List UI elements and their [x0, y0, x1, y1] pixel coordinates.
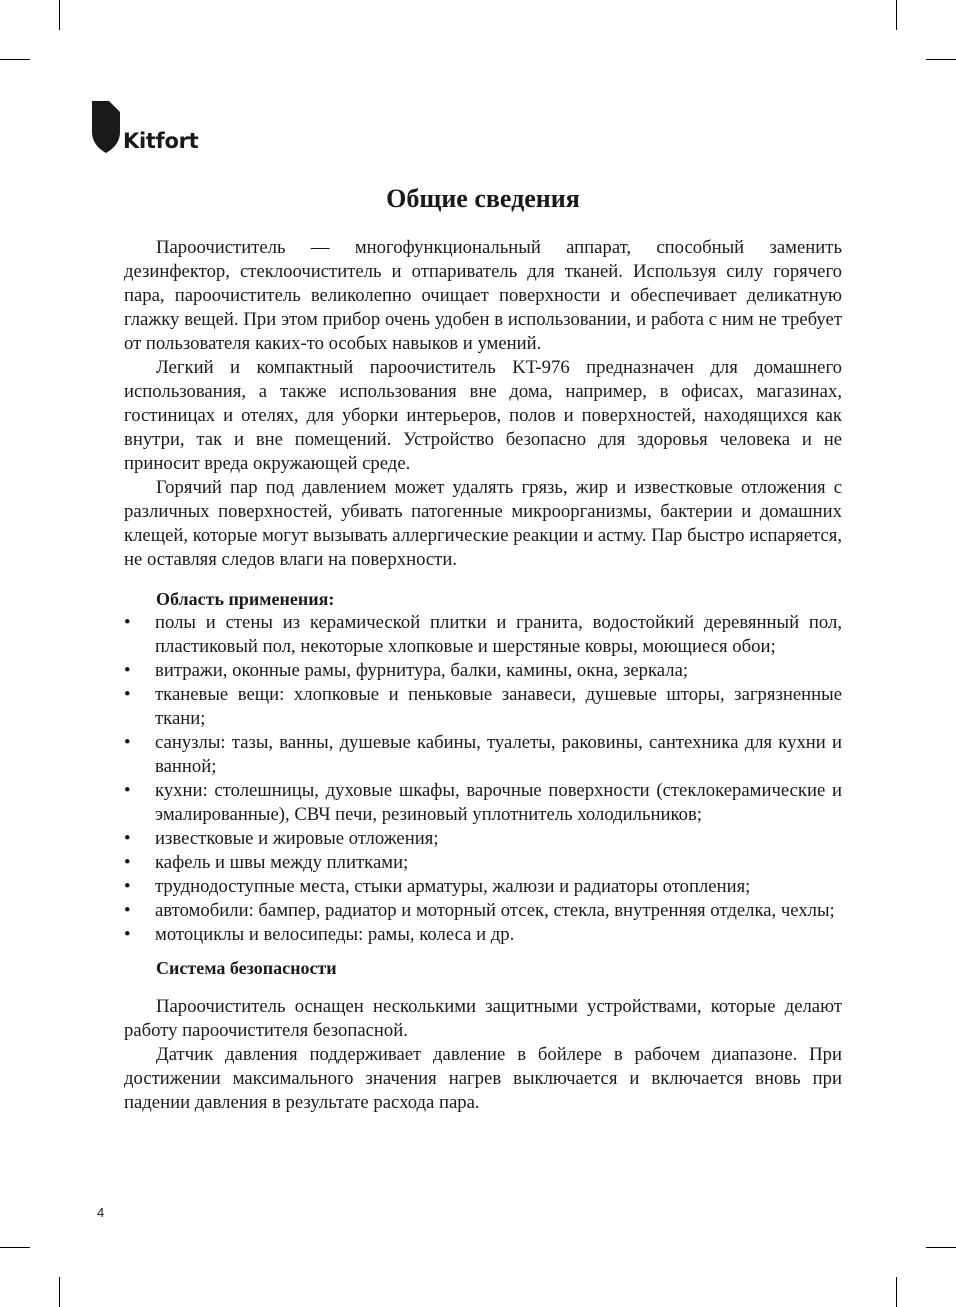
intro-paragraph: Легкий и компактный пароочиститель KT-976 предназначен для домашнего использования, а также использования вне дома, например, в офисах, магазинах, гостиницах и отелях, для уборки интерьеров, полов и поверхностей, находящихся как внутри, так и вне помещений. Устройство безопасно для здоровья человека и не приносит вреда окружающей среде. [124, 357, 842, 474]
list-item: • полы и стены из керамической плитки и гранита, водостойкий деревянный пол, пластиковый пол, некоторые хлопковые и шерстяные ковры, моющиеся обои; [124, 611, 842, 659]
list-item: • кухни: столешницы, духовые шкафы, варочные поверхности (стеклокерамические и эмалированные), СВЧ печи, резиновый уплотнитель холодильников; [124, 779, 842, 827]
applications-heading: Область применения: [156, 589, 335, 609]
list-item: • известковые и жировые отложения; [124, 827, 842, 851]
crop-mark-bottom-right-vertical [896, 1277, 897, 1307]
crop-mark-bottom-left-horizontal [0, 1247, 30, 1248]
list-item: • труднодоступные места, стыки арматуры, жалюзи и радиаторы отопления; [124, 875, 842, 899]
safety-paragraph: Пароочиститель оснащен несколькими защитными устройствами, которые делают работу пароочистителя безопасной. [124, 996, 842, 1041]
list-item: • санузлы: тазы, ванны, душевые кабины, туалеты, раковины, сантехника для кухни и ванной; [124, 731, 842, 779]
crop-mark-bottom-left-vertical [59, 1277, 60, 1307]
intro-paragraph: Горячий пар под давлением может удалять грязь, жир и известковые отложения с различных поверхностей, убивать патогенные микроорганизмы, бактерии и домашних клещей, которые могут вызывать аллергические реакции и астму. Пар быстро испаряется, не оставляя следов влаги на поверхности. [124, 477, 842, 570]
crop-mark-top-left-vertical [59, 0, 60, 30]
applications-list [124, 611, 842, 947]
page-content [124, 236, 842, 1115]
safety-paragraph: Датчик давления поддерживает давление в бойлере в рабочем диапазоне. При достижении максимального значения нагрев выключается и включается вновь при падении давления в результате расхода пара. [124, 1044, 842, 1113]
crop-mark-top-right-horizontal [926, 59, 956, 60]
intro-paragraph: Пароочиститель — многофункциональный аппарат, способный заменить дезинфектор, стеклоочиститель и отпариватель для тканей. Используя силу горячего пара, пароочиститель великолепно очищает поверхности и обеспечивает деликатную глажку вещей. При этом прибор очень удобен в использовании, и работа с ним не требует от пользователя каких-то особых навыков и умений. [124, 237, 842, 354]
crop-mark-bottom-right-horizontal [926, 1247, 956, 1248]
crop-mark-top-right-vertical [896, 0, 897, 30]
page-number: 4 [97, 1205, 105, 1220]
crop-mark-top-left-horizontal [0, 59, 30, 60]
list-item: • автомобили: бампер, радиатор и моторный отсек, стекла, внутренняя отделка, чехлы; [124, 899, 842, 923]
list-item: • кафель и швы между плитками; [124, 851, 842, 875]
page-title: Общие сведения [386, 184, 580, 213]
kitfort-logo-icon [92, 101, 120, 153]
kitfort-logo [92, 101, 198, 153]
safety-heading: Система безопасности [156, 958, 337, 978]
brand-name: Kitfort [123, 129, 199, 153]
list-item: • витражи, оконные рамы, фурнитура, балки, камины, окна, зеркала; [124, 659, 842, 683]
list-item: • тканевые вещи: хлопковые и пеньковые занавеси, душевые шторы, загрязненные ткани; [124, 683, 842, 731]
list-item: • мотоциклы и велосипеды: рамы, колеса и др. [124, 923, 842, 947]
